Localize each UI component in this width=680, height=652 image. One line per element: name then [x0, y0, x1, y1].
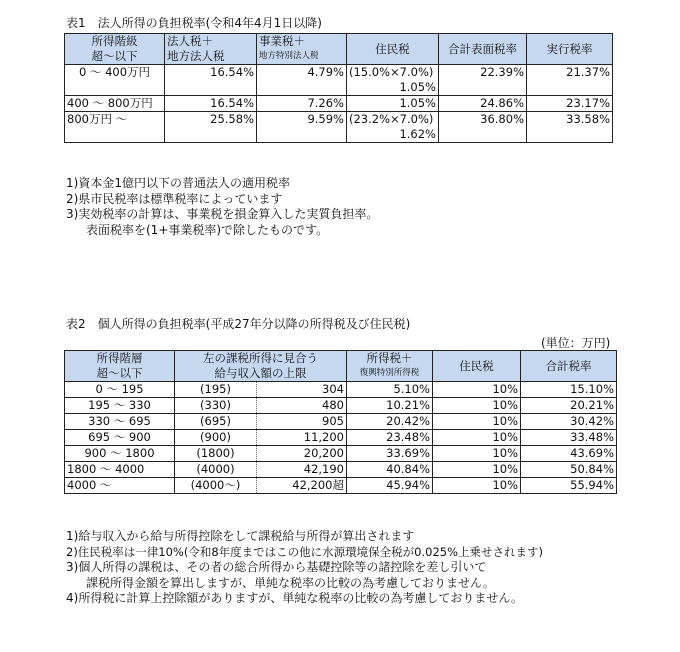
table-row: 800万円 ～ 25.58% 9.59% (23.2%×7.0%) 1.62% 36.80% 33.58% [65, 112, 613, 143]
header-bracket: 所得階層 超～以下 [65, 351, 175, 382]
header-business-tax: 事業税＋ 地方特別法人税 [257, 34, 347, 65]
table1-title: 表1 法人所得の負担税率(令和4年4月1日以降) [66, 16, 322, 30]
table-row: 1800 ～ 4000 (4000) 42,190 40.84% 10% 50.84% [65, 462, 617, 478]
header-salary-cap: 左の課税所得に見合う 給与収入額の上限 [175, 351, 347, 382]
header-corporate-tax: 法人税＋ 地方法人税 [165, 34, 257, 65]
table-row: 0 ～ 400万円 16.54% 4.79% (15.0%×7.0%) 1.05% 22.39% 21.37% [65, 65, 613, 96]
table-row: 330 ～ 695 (695) 905 20.42% 10% 30.42% [65, 414, 617, 430]
table2-header-row [65, 351, 617, 382]
personal-tax-table [64, 350, 617, 494]
table2-notes: 1)給与収入から給与所得控除をして課税給与所得が算出されます 2)住民税率は一律10%(令和8年度まではこの他に水源環境保全税が0.025%上乗せされます) 3)個人所得の課税は、その者の総合所得から基礎控除等の諸控除を差し引いて 課税所得金額を算出しますが、単純な税率の比較の為考慮しておりません。 4)所得税に計算上控除額がありますが、単純な税率の比較の為考慮しておりません。 [66, 529, 543, 605]
table1-notes: 1)資本金1億円以下の普通法人の適用税率 2)県市民税率は標準税率によっています 3)実効税率の計算は、事業税を損金算入した実質負担率。 表面税率を(1+事業税率)で除したものです。 [66, 176, 379, 237]
header-resident-tax: 住民税 [433, 351, 521, 382]
corporate-tax-table [64, 33, 613, 143]
table-row: 0 ～ 195 (195) 304 5.10% 10% 15.10% [65, 382, 617, 398]
table2-unit: (単位：万円) [541, 336, 611, 350]
table-row: 900 ～ 1800 (1800) 20,200 33.69% 10% 43.69% [65, 446, 617, 462]
header-total: 合計税率 [521, 351, 617, 382]
table-row: 400 ～ 800万円 16.54% 7.26% 1.05% 24.86% 23.17% [65, 96, 613, 112]
header-bracket: 所得階級 超～以下 [65, 34, 165, 65]
header-total-surface: 合計表面税率 [439, 34, 527, 65]
header-effective: 実行税率 [527, 34, 613, 65]
table-row: 195 ～ 330 (330) 480 10.21% 10% 20.21% [65, 398, 617, 414]
table2-title: 表2 個人所得の負担税率(平成27年分以降の所得税及び住民税) [66, 317, 411, 331]
header-income-tax: 所得税＋ 復興特別所得税 [347, 351, 433, 382]
table1-header-row [65, 34, 613, 65]
table-row: 695 ～ 900 (900) 11,200 23.48% 10% 33.48% [65, 430, 617, 446]
table-row: 4000 ～ (4000～) 42,200超 45.94% 10% 55.94% [65, 478, 617, 494]
header-resident-tax: 住民税 [347, 34, 439, 65]
